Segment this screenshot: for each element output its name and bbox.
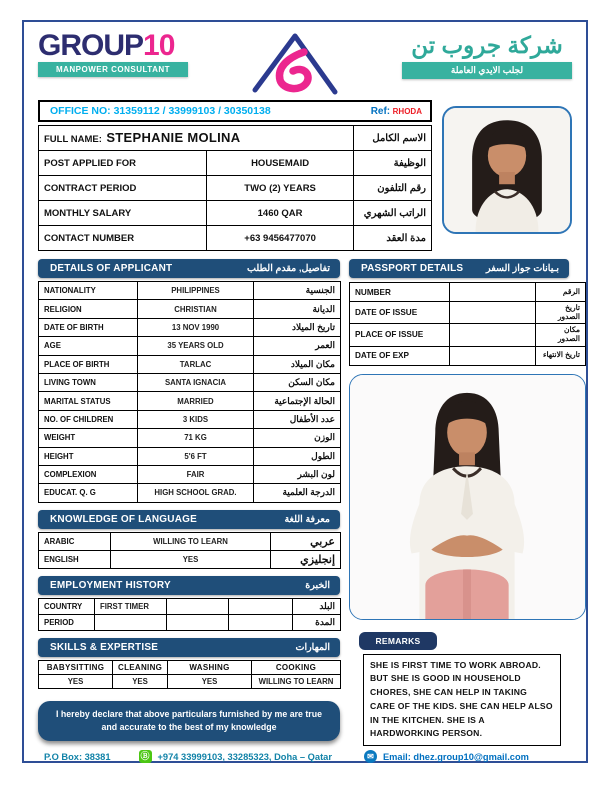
row-label: ARABIC xyxy=(39,532,111,550)
row-value xyxy=(450,324,536,346)
table-row xyxy=(39,355,341,373)
table-row xyxy=(39,300,341,318)
row-label: DATE OF BIRTH xyxy=(39,318,138,336)
row-value: HIGH SCHOOL GRAD. xyxy=(138,484,254,502)
row-label: NATIONALITY xyxy=(39,282,138,300)
table-row xyxy=(39,410,341,428)
row-arabic: مكان الميلاد xyxy=(254,355,341,373)
row-label: PERIOD xyxy=(39,614,95,630)
column-header: WASHING xyxy=(168,660,252,674)
table-row xyxy=(39,373,341,391)
row-label: COMPLEXION xyxy=(39,465,138,483)
section-title-arabic: معرفة اللغة xyxy=(284,513,330,525)
table-row xyxy=(39,660,341,674)
row-arabic: تاريخ الميلاد xyxy=(254,318,341,336)
office-bar xyxy=(38,100,432,122)
headshot-illustration xyxy=(444,108,570,232)
row-value: 35 YEARS OLD xyxy=(138,337,254,355)
section-title-arabic: المهارات xyxy=(295,641,330,653)
full-name-arabic: الاسم الكامل xyxy=(353,126,431,151)
brand-tagline: MANPOWER CONSULTANT xyxy=(38,62,188,77)
row-value xyxy=(229,614,293,630)
row-arabic: الديانة xyxy=(254,300,341,318)
row-value: YES xyxy=(168,674,252,688)
right-column xyxy=(349,259,586,746)
row-label: EDUCAT. Q. G xyxy=(39,484,138,502)
table-row xyxy=(350,346,586,365)
table-row xyxy=(39,429,341,447)
group10-logo xyxy=(38,30,188,62)
row-label: MONTHLY SALARY xyxy=(39,201,207,226)
row-label: DATE OF EXP xyxy=(350,346,450,365)
row-arabic: الحالة الإجتماعية xyxy=(254,392,341,410)
arabic-company-title: شركة جروب تن xyxy=(411,32,563,58)
row-value xyxy=(450,283,536,302)
employment-section-header xyxy=(38,576,340,595)
passport-table xyxy=(349,282,586,366)
table-row xyxy=(39,674,341,688)
table-row xyxy=(39,126,432,151)
applicant-headshot-photo xyxy=(442,106,572,234)
row-label: RELIGION xyxy=(39,300,138,318)
row-arabic: مكان السكن xyxy=(254,373,341,391)
details-section-header xyxy=(38,259,340,278)
table-row xyxy=(39,614,341,630)
row-value: 71 KG xyxy=(138,429,254,447)
column-header: BABYSITTING xyxy=(39,660,113,674)
office-numbers: OFFICE NO: 31359112 / 33999103 / 30350138 xyxy=(50,105,271,117)
table-row xyxy=(39,532,341,550)
table-row xyxy=(39,201,432,226)
ref-value: RHODA xyxy=(392,106,422,116)
section-title: KNOWLEDGE OF LANGUAGE xyxy=(50,513,197,525)
row-value: TWO (2) YEARS xyxy=(207,176,353,201)
company-emblem-icon xyxy=(247,30,343,96)
header xyxy=(38,30,572,96)
table-row xyxy=(39,392,341,410)
row-value: WILLING TO LEARN xyxy=(252,674,341,688)
row-label: CONTACT NUMBER xyxy=(39,226,207,251)
row-label: PLACE OF BIRTH xyxy=(39,355,138,373)
row-value xyxy=(167,598,229,614)
table-row xyxy=(350,283,586,302)
section-title-arabic: بـيانات جواز السفر xyxy=(485,263,559,274)
row-value: 1460 QAR xyxy=(207,201,353,226)
footer xyxy=(38,746,572,765)
row-label: LIVING TOWN xyxy=(39,373,138,391)
row-value xyxy=(229,598,293,614)
fullbody-illustration xyxy=(350,375,585,619)
row-value: YES xyxy=(39,674,113,688)
row-value: FAIR xyxy=(138,465,254,483)
row-value xyxy=(95,614,167,630)
email-icon: ✉ xyxy=(364,750,377,763)
column-header: CLEANING xyxy=(113,660,168,674)
row-arabic: الدرجة العلمية xyxy=(254,484,341,502)
row-label: COUNTRY xyxy=(39,598,95,614)
row-arabic: الراتب الشهري xyxy=(353,201,431,226)
row-arabic: الوظيفة xyxy=(353,151,431,176)
row-arabic: الوزن xyxy=(254,429,341,447)
cv-page xyxy=(22,20,588,763)
row-value: WILLING TO LEARN xyxy=(111,532,271,550)
applicant-fullbody-photo xyxy=(349,374,586,620)
full-name-cell xyxy=(39,126,354,151)
main-body xyxy=(38,259,580,746)
section-title: SKILLS & EXPERTISE xyxy=(50,641,159,653)
row-value: +63 9456477070 xyxy=(207,226,353,251)
phone-numbers-text: +974 33999103, 33285323, Doha – Qatar xyxy=(157,751,332,762)
po-box-text: P.O Box: 38381 xyxy=(44,751,111,762)
row-label: POST APPLIED FOR xyxy=(39,151,207,176)
ref-label: Ref: xyxy=(370,105,391,117)
row-arabic: عربي xyxy=(271,532,341,550)
table-row xyxy=(39,318,341,336)
row-arabic: عدد الأطفال xyxy=(254,410,341,428)
row-arabic: تاريخ الصدور xyxy=(536,302,586,324)
brand-center xyxy=(240,30,350,96)
row-arabic: تاريخ الانتهاء xyxy=(536,346,586,365)
row-value: YES xyxy=(111,550,271,568)
row-arabic: الجنسية xyxy=(254,282,341,300)
skills-table xyxy=(38,660,341,689)
table-row xyxy=(350,324,586,346)
table-row xyxy=(39,337,341,355)
table-row xyxy=(39,598,341,614)
row-label: NO. OF CHILDREN xyxy=(39,410,138,428)
row-value: FIRST TIMER xyxy=(95,598,167,614)
applicant-summary-table xyxy=(38,125,432,251)
row-label: HEIGHT xyxy=(39,447,138,465)
table-row xyxy=(350,302,586,324)
full-name-value: STEPHANIE MOLINA xyxy=(106,130,241,145)
language-section-header xyxy=(38,510,340,529)
table-row xyxy=(39,465,341,483)
skills-section-header xyxy=(38,638,340,657)
row-value: 13 NOV 1990 xyxy=(138,318,254,336)
brand-right xyxy=(402,30,572,79)
row-arabic: إنجليزي xyxy=(271,550,341,568)
remarks-text: SHE IS FIRST TIME TO WORK ABROAD. BUT SHE IS GOOD IN HOUSEHOLD CHORES, SHE CAN HELP IN TAKING CARE OF THE KIDS. SHE CAN HELP ALSO IN THE KITCHEN. SHE IS A HARDWORKING PERSON. xyxy=(363,654,561,747)
left-column xyxy=(38,259,340,746)
row-label: ENGLISH xyxy=(39,550,111,568)
logo-text-group: GROUP xyxy=(38,29,144,62)
employment-table xyxy=(38,598,341,631)
row-arabic: رقم التلفون xyxy=(353,176,431,201)
details-table xyxy=(38,281,341,503)
full-name-label: FULL NAME: xyxy=(44,134,102,145)
column-header: COOKING xyxy=(252,660,341,674)
row-value: 5'6 FT xyxy=(138,447,254,465)
row-label: NUMBER xyxy=(350,283,450,302)
section-title: PASSPORT DETAILS xyxy=(361,263,464,274)
arabic-tagline: لجلب الايدي العاملة xyxy=(402,62,572,79)
row-value: CHRISTIAN xyxy=(138,300,254,318)
section-title-arabic: الخبرة xyxy=(305,579,330,591)
row-value xyxy=(167,614,229,630)
row-value: HOUSEMAID xyxy=(207,151,353,176)
section-title-arabic: تفاصيل, مقدم الطلب xyxy=(247,263,330,274)
row-arabic: الطول xyxy=(254,447,341,465)
row-value xyxy=(450,346,536,365)
table-row xyxy=(39,447,341,465)
table-row xyxy=(39,550,341,568)
row-arabic: مدة العقد xyxy=(353,226,431,251)
row-arabic: لون البشر xyxy=(254,465,341,483)
language-table xyxy=(38,532,341,569)
top-left-block xyxy=(38,100,432,251)
table-row xyxy=(39,226,432,251)
row-value: PHILIPPINES xyxy=(138,282,254,300)
row-value: SANTA IGNACIA xyxy=(138,373,254,391)
row-arabic: العمر xyxy=(254,337,341,355)
row-arabic: مكان الصدور xyxy=(536,324,586,346)
section-title: EMPLOYMENT HISTORY xyxy=(50,579,171,591)
email-text: Email: dhez.group10@gmail.com xyxy=(382,751,529,762)
table-row xyxy=(39,282,341,300)
row-label: CONTRACT PERIOD xyxy=(39,176,207,201)
row-label: WEIGHT xyxy=(39,429,138,447)
row-label: PLACE OF ISSUE xyxy=(350,324,450,346)
row-value: 3 KIDS xyxy=(138,410,254,428)
row-label: DATE OF ISSUE xyxy=(350,302,450,324)
declaration-statement: I hereby declare that above particulars furnished by me are true and accurate to the best of my knowledge xyxy=(38,701,340,741)
section-title: DETAILS OF APPLICANT xyxy=(50,263,173,274)
ref-block xyxy=(371,106,422,117)
passport-section-header xyxy=(349,259,569,278)
botim-icon: Ⓑ xyxy=(140,751,150,761)
table-row xyxy=(39,151,432,176)
logo-text-ten: 10 xyxy=(143,29,175,62)
table-row xyxy=(39,484,341,502)
row-value: MARRIED xyxy=(138,392,254,410)
row-arabic: المدة xyxy=(293,614,341,630)
row-value xyxy=(450,302,536,324)
remarks-badge: REMARKS xyxy=(359,632,437,650)
table-row xyxy=(39,176,432,201)
row-value: TARLAC xyxy=(138,355,254,373)
row-label: AGE xyxy=(39,337,138,355)
top-row xyxy=(38,100,572,251)
row-value: YES xyxy=(113,674,168,688)
row-label: MARITAL STATUS xyxy=(39,392,138,410)
brand-left xyxy=(38,30,188,77)
row-arabic: الرقم xyxy=(536,283,586,302)
row-arabic: البلد xyxy=(293,598,341,614)
